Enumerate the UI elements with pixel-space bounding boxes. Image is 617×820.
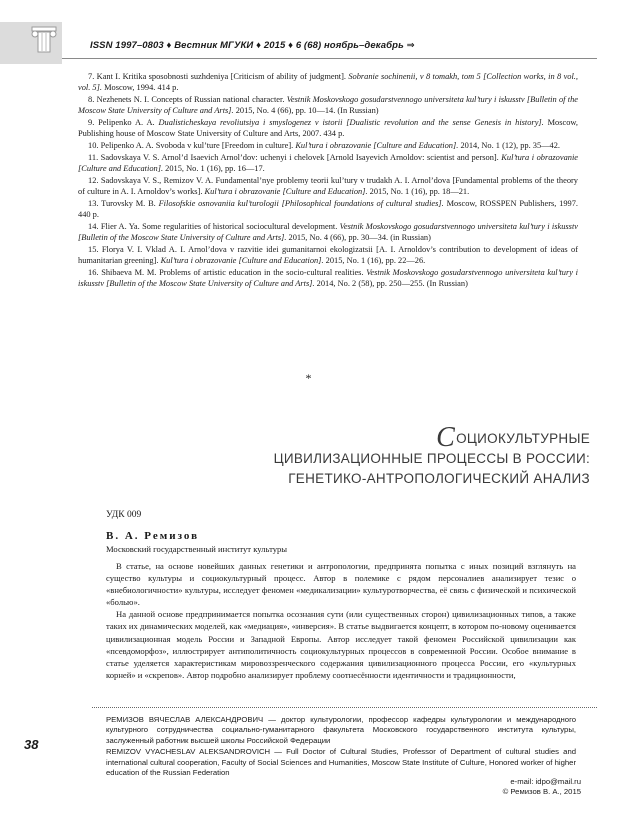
author-email: e-mail: idpo@mail.ru: [510, 777, 581, 786]
header-issue: 6 (68) ноябрь–декабрь: [295, 40, 404, 51]
abstract-paragraph: На данной основе предпринимается попытка осознания сути (или существенных сторон) цивилизационных типов, а также таких их динамических моделей, как «медиация», «инверсия». В статье выдвигается концепт, в котором по-новому оценивается цивилизационная модель России и Западной Европы. Автор исследует такой феномен Российской цивилизации как «псевдоморфоз», иллюстрирует антиполитичность социокультурных процессов в современной России. Особое внимание в статье уделяется характеристикам мировоззренческого содержания цивилизационного процесса России, его «культурных корней» и «скрепов». Автор подробно анализирует проблему соотнесённости идентичности и традиционности,: [106, 609, 576, 680]
column-capital-icon: [30, 25, 58, 55]
header-issn: ISSN 1997–0803: [90, 40, 164, 51]
udk-code: УДК 009: [106, 510, 142, 520]
header-journal: Вестник МГУКИ: [174, 40, 254, 51]
footnote-divider: [92, 707, 597, 708]
bio-english: REMIZOV VYACHESLAV ALEKSANDROVICH — Full Doctor of Cultural Studies, Professor of Department of cultural studies and international cultural cooperation, Faculty of Social Sciences and Humanities, Moscow State Institute of Culture, Honored worker of higher education of the Russian Federation: [106, 747, 576, 778]
arrow-icon: ⇒: [406, 40, 415, 51]
reference-item: 7. Kant I. Kritika sposobnosti suzhdeniya [Criticism of ability of judgment]. Sobranie sochinenii, v 8 tomakh, tom 5 [Collection works, in 8 vol., vol. 5]. Moscow, 1994. 414 p.: [78, 72, 578, 92]
title-line-3: ГЕНЕТИКО-АНТРОПОЛОГИЧЕСКИЙ АНАЛИЗ: [288, 471, 590, 486]
page-number: 38: [24, 737, 39, 752]
author-affiliation: Московский государственный институт культуры: [106, 544, 288, 554]
author-contact: [503, 777, 581, 797]
reference-item: 9. Pelipenko A. A. Dualisticheskaya revoliutsiya i smyslogenez v istorii [Dualistic revolution and the sense Genesis in history]. Moscow, Publishing house of Moscow State University of Culture and Arts, 2007. 434 p.: [78, 118, 578, 138]
reference-item: 12. Sadovskaya V. S., Remizov V. A. Fundamental’nye problemy teorii kul’tury v trudakh A. I. Arnol’dova [Fundamental problems of the theory of culture in A. I. Arnoldov’s works]. Kul’tura i obrazovanie [Culture and Education]. 2015, No. 1 (16), pp. 18—21.: [78, 176, 578, 196]
reference-item: 11. Sadovskaya V. S. Arnol’d Isaevich Arnol’dov: uchenyi i chelovek [Arnold Isayevich Arnoldov: scientist and person]. Kul’tura i obrazovanie [Culture and Education]. 2015, No. 1 (16), pp. 16—17.: [78, 153, 578, 173]
running-header: ISSN 1997–0803 ♦ Вестник МГУКИ ♦ 2015 ♦ 6 (68) ноябрь–декабрь ⇒: [90, 40, 415, 51]
reference-item: 13. Turovsky M. B. Filosofskie osnovaniia kul’turologii [Philosophical foundations of cultural studies]. Moscow, ROSSPEN Publishers, 1997. 440 p.: [78, 199, 578, 219]
bio-russian: РЕМИЗОВ ВЯЧЕСЛАВ АЛЕКСАНДРОВИЧ — доктор культурологии, профессор кафедры культурологии и международного культурного сотрудничества социально-гуманитарного факультета Московского государственного института культуры, заслуженный работник высшей школы Российской Федерации: [106, 715, 576, 745]
reference-item: 14. Flier A. Ya. Some regularities of historical sociocultural development. Vestnik Moskovskogo gosudarstvennogo universiteta kul’tury i iskusstv [Bulletin of the Moscow State University of Culture and Arts]. 2015, No. 4 (66), pp. 30—34. (in Russian): [78, 222, 578, 242]
reference-item: 10. Pelipenko A. A. Svoboda v kul’ture [Freedom in culture]. Kul’tura i obrazovanie [Culture and Education]. 2014, No. 1 (12), pp. 35—42.: [88, 141, 561, 150]
references-list: [78, 71, 578, 290]
copyright: © Ремизов В. А., 2015: [502, 787, 581, 796]
article-title: [200, 422, 590, 489]
header-rule: [62, 58, 597, 59]
title-initial: С: [436, 422, 456, 453]
section-separator: *: [305, 371, 312, 385]
author-bio: [106, 715, 576, 779]
reference-item: 8. Nezhenets N. I. Concepts of Russian national character. Vestnik Moskovskogo gosudarstvennogo universiteta kul’tury i iskusstv [Bulletin of the Moscow State University of Culture and Arts]. 2015, No. 4 (66), pp. 10—14. (In Russian): [78, 95, 578, 115]
abstract-paragraph: В статье, на основе новейших данных генетики и антропологии, предпринята попытка с иных позиций взглянуть на существо культуры и социокультурный процесс. Автор в полемике с рядом персоналиев анализирует тезис о «внебиологичности» культуры, исследует феномен «медикализации» культуротворчества, её связь с физической и психической «болью».: [106, 561, 576, 608]
title-line-1: ОЦИОКУЛЬТУРНЫЕ: [456, 431, 590, 446]
reference-item: 16. Shibaeva M. M. Problems of artistic education in the socio-cultural realities. Vestnik Moskovskogo gosudarstvennogo universiteta kul’tury i iskusstv [Bulletin of the Moscow State University of Culture and Arts]. 2014, No. 2 (58), pp. 250—255. (In Russian): [78, 268, 578, 288]
reference-item: 15. Florya V. I. Vklad A. I. Arnol’dova v razvitie idei gumanitarnoi ekologizatsii [A. I. Arnoldov’s contribution to development of ideas of humanitarian greening]. Kul’tura i obrazovanie [Culture and Education]. 2015, No. 1 (16), pp. 22—26.: [78, 245, 578, 265]
title-line-2: ЦИВИЛИЗАЦИОННЫЕ ПРОЦЕССЫ В РОССИИ:: [273, 451, 590, 466]
abstract: [106, 560, 576, 681]
author-name: В. А. Ремизов: [106, 530, 200, 542]
header-year: 2015: [263, 40, 286, 51]
journal-logo-block: [0, 22, 62, 64]
